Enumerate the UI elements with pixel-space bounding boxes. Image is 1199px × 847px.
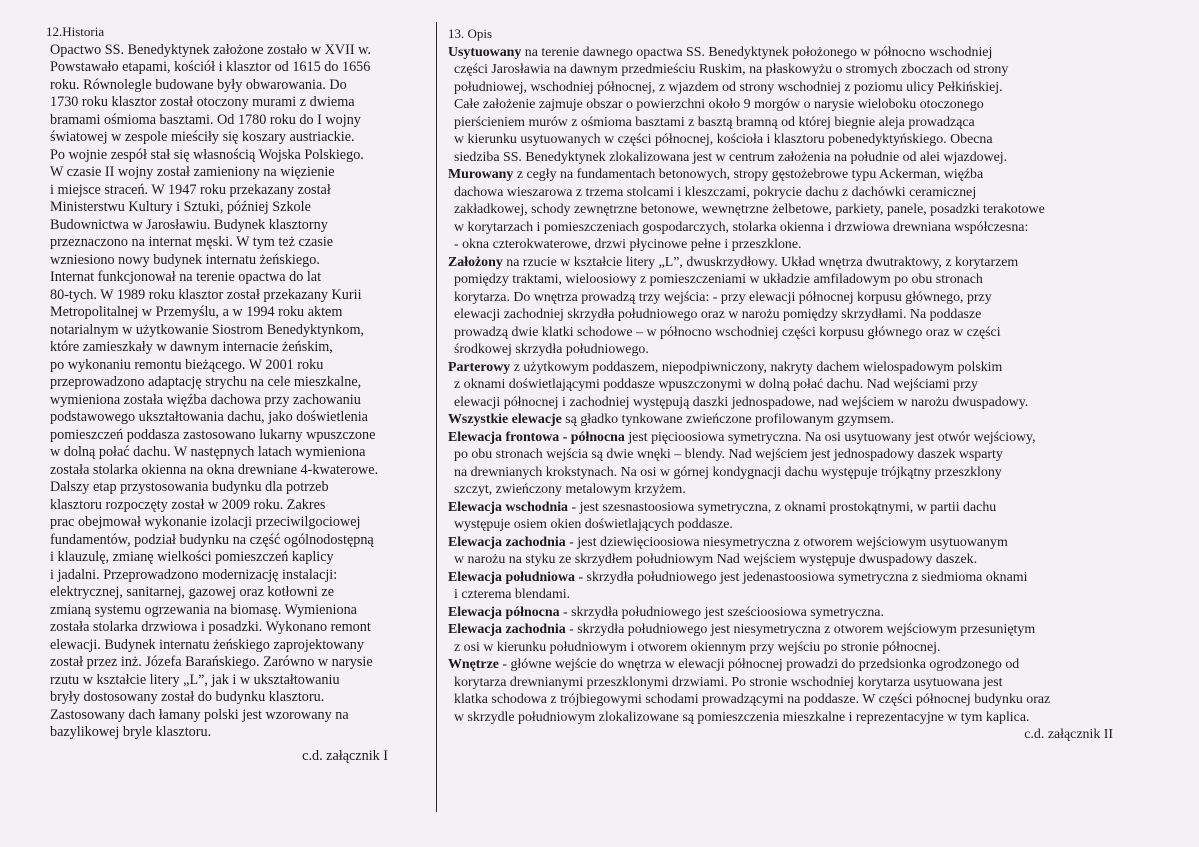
description-line <box>448 44 1163 62</box>
description-line <box>448 271 1163 289</box>
description-paragraph <box>448 656 1163 726</box>
paragraph-lead: Usytuowany <box>448 44 522 60</box>
history-line: bryły dostosowany został do budynku klasztoru. <box>50 689 325 705</box>
description-paragraph <box>448 499 1163 534</box>
description-paragraph <box>448 569 1163 604</box>
line-text: części Jarosławia na dawnym przedmieściu Ruskim, na płaskowyżu o stromych zboczach od strony <box>454 62 1009 77</box>
history-line: Metropolitalnej w Przemyślu, a w 1994 roku aktem <box>50 304 343 320</box>
history-line: wymieniona została więźba dachowa przy zachowaniu <box>50 391 361 408</box>
description-line <box>448 149 1163 167</box>
line-text: - okna czterokwaterowe, drzwi płycinowe pełne i przeszklone. <box>454 237 802 252</box>
history-line: bazylikowej bryle klasztoru. <box>50 724 212 740</box>
description-line <box>448 324 1163 342</box>
line-text: w narożu na styku ze skrzydłem południowym Nad wejściem występuje dwuspadowy daszek. <box>454 552 978 567</box>
history-line: przeznaczono na internat męski. W tym też czasie <box>50 234 334 250</box>
history-line: w dolną połać dachu. W następnych latach wymieniona <box>50 444 366 460</box>
description-line <box>448 201 1163 219</box>
history-line: podstawowego ukształtowania dachu, jako doświetlenia <box>50 409 368 425</box>
description-line <box>448 79 1163 97</box>
history-line: prac obejmował wykonanie izolacji przeciwilgociowej <box>50 514 361 530</box>
description-text <box>448 44 1163 727</box>
attachment-note-1: c.d. załącznik I <box>302 747 388 764</box>
line-text: występuje osiem okien doświetlających poddasze. <box>454 517 733 532</box>
history-line: notarialnym w użytkowanie Siostrom Benedyktynkom, <box>50 321 365 338</box>
description-line <box>448 516 1163 534</box>
line-text: po obu stronach wejścia są dwie wnęki – blendy. Nad wejściem jest jednospadowy daszek wsparty <box>454 447 1003 462</box>
line-text: z cegły na fundamentach betonowych, stropy gęstożebrowe typu Ackerman, więźba <box>513 167 984 182</box>
line-text: w korytarzach i pomieszczeniach gospodarczych, stolarka okienna i drzwiowa drewniana współczesna: <box>454 219 1029 235</box>
paragraph-lead: Elewacja wschodnia <box>448 499 569 515</box>
paragraph-lead: Wnętrze <box>448 657 499 672</box>
line-text: południowej, wschodniej północnej, z wjazdem od strony wschodniej z poziomu ulicy Pełkińskiej. <box>454 79 1003 95</box>
description-line <box>448 709 1163 727</box>
history-line: Opactwo SS. Benedyktynek założone zostało w XVII w. <box>50 41 371 58</box>
line-text: w skrzydle południowym zlokalizowane są pomieszczenia mieszkalne i reprezentacyjne w tym kaplica. <box>454 709 1030 725</box>
history-line: klasztoru rozpoczęty został w 2009 roku. Zakres <box>50 496 326 513</box>
history-line: przeprowadzono adaptację strychu na cele mieszkalne, <box>50 374 362 390</box>
description-line <box>448 586 1163 604</box>
history-line: 1730 roku klasztor został otoczony murami z dwiema <box>50 94 355 110</box>
history-line: i miejsce straceń. W 1947 roku przekazany został <box>50 181 331 198</box>
line-text: w kierunku usytuowanych w części północnej, kościoła i klasztoru pobenedyktyńskiego. Obecna <box>454 132 993 147</box>
line-text: środkowej skrzydła południowego. <box>454 342 649 357</box>
paragraph-lead: Elewacja frontowa - północna <box>448 429 625 445</box>
column-divider <box>436 22 437 812</box>
line-text: - główne wejście do wnętrza w elewacji północnej prowadzi do przedsionka ogrodzonego od <box>498 657 1020 672</box>
line-text: pomiędzy traktami, wieloosiowy z pomieszczeniami w układzie amfiladowym po obu stronach <box>454 272 983 287</box>
paragraph-lead: Elewacja północna <box>448 604 560 620</box>
description-line <box>448 131 1163 149</box>
description-line <box>448 534 1163 552</box>
description-line <box>448 656 1163 674</box>
paragraph-lead: Założony <box>448 254 503 270</box>
description-line <box>448 166 1163 184</box>
description-column <box>448 25 1163 744</box>
history-line: po wykonaniu remontu bieżącego. W 2001 roku <box>50 356 324 373</box>
description-line <box>448 446 1163 464</box>
line-text: na drewnianych krokstynach. Na osi w górnej kondygnacji dachu występuje trójkątny przeszklony <box>454 464 1002 480</box>
description-line <box>448 481 1163 499</box>
history-line: roku. Równolegle budowane były obwarowania. Do <box>50 76 347 93</box>
line-text: pierścieniem murów z ośmioma basztami z basztą bramną od której biegnie aleja prowadząca <box>454 114 975 130</box>
history-line: Ministerstwu Kultury i Sztuki, później Szkole <box>50 199 311 215</box>
paragraph-lead: Elewacja zachodnia <box>448 622 566 637</box>
history-line: pomieszczeń poddasza zastosowano lukarny wpuszczone <box>50 426 376 443</box>
description-line <box>448 341 1163 359</box>
line-text: szczyt, zwieńczony metalowym krzyżem. <box>454 482 686 497</box>
line-text: elewacji zachodniej skrzydła południowego oraz w narożu pomiędzy skrzydłami. Na poddasze <box>454 307 982 322</box>
attachment-note-2: c.d. załącznik II <box>1024 727 1113 742</box>
description-line <box>448 61 1163 79</box>
description-line <box>448 96 1163 114</box>
history-line: bramami ośmioma basztami. Od 1780 roku do I wojny <box>50 111 361 128</box>
history-line: wzniesiono nowy budynek internatu żeńskiego. <box>50 251 320 268</box>
description-line <box>448 621 1163 639</box>
description-line <box>448 604 1163 622</box>
history-line: światowej w zespole mieściły się koszary austriackie. <box>50 129 355 145</box>
history-line: elektrycznej, sanitarnej, gazowej oraz kotłowni ze <box>50 584 335 600</box>
paragraph-lead: Parterowy <box>448 359 511 375</box>
history-line: rzutu w kształcie litery „L”, jak i w ukształtowaniu <box>50 671 340 688</box>
paragraph-lead: Elewacja południowa <box>448 569 575 585</box>
history-line: i jadalni. Przeprowadzono modernizację instalacji: <box>50 566 338 583</box>
line-text: korytarza drewnianymi przeszklonymi drzwiami. Po stronie wschodniej korytarza usytuowana jest <box>454 674 1003 690</box>
description-line <box>448 359 1163 377</box>
history-line: Budownictwa w Jarosławiu. Budynek klasztorny <box>50 216 328 233</box>
history-line: które zamieszkały w dawnym internacie żeńskim, <box>50 339 333 355</box>
line-text: elewacji północnej i zachodniej występują daszki jednospadowe, nad wejściem w narożu dwuspadowy. <box>454 394 1029 410</box>
history-line: została stolarka drzwiowa i posadzki. Wykonano remont <box>50 619 371 635</box>
line-text: zakładkowej, schody zewnętrzne betonowe, wewnętrzne żelbetowe, parkiety, panele, posadzki terakotowe <box>454 202 1045 217</box>
description-line <box>448 411 1163 429</box>
line-text: korytarza. Do wnętrza prowadzą trzy wejścia: - przy elewacji północnej korpusu głównego, przy <box>454 289 992 305</box>
history-line: została stolarka okienna na okna drewniane 4-kwaterowe. <box>50 461 379 478</box>
line-text: siedziba SS. Benedyktynek zlokalizowana jest w centrum założenia na południe od alei wjazdowej. <box>454 149 1008 165</box>
history-text <box>50 42 422 742</box>
line-text: i czterema blendami. <box>454 587 571 602</box>
history-line: i klauzulę, zmianę wielkości pomieszczeń kaplicy <box>50 549 334 565</box>
description-paragraph <box>448 604 1163 622</box>
paragraph-lead: Murowany <box>448 167 514 182</box>
history-line: fundamentów, podział budynku na część ogólnodostępną <box>50 531 374 548</box>
line-text: z użytkowym poddaszem, niepodpiwniczony, nakryty dachem wielospadowym polskim <box>510 359 1003 375</box>
history-line: Dalszy etap przystosowania budynku dla potrzeb <box>50 479 329 495</box>
history-line: zmianą systemu ogrzewania na biomasę. Wymieniona <box>50 601 357 618</box>
description-line <box>448 569 1163 587</box>
description-line <box>448 376 1163 394</box>
history-line: został przez inż. Józefa Barańskiego. Zarówno w narysie <box>50 654 373 670</box>
line-text: - skrzydła południowego jest niesymetryczna z otworem wejściowym przesuniętym <box>565 622 1036 637</box>
description-paragraph <box>448 359 1163 412</box>
history-line: W czasie II wojny został zamieniony na więzienie <box>50 164 335 180</box>
description-line <box>448 639 1163 657</box>
description-line <box>448 289 1163 307</box>
description-paragraph <box>448 254 1163 359</box>
history-line: Powstawało etapami, kościół i klasztor od 1615 do 1656 <box>50 59 371 75</box>
description-paragraph <box>448 534 1163 569</box>
history-line: 80-tych. W 1989 roku klasztor został przekazany Kurii <box>50 286 362 303</box>
description-paragraph <box>448 621 1163 656</box>
description-paragraph <box>448 429 1163 499</box>
line-text: - jest dziewięcioosiowa niesymetryczna z otworem wejściowym usytuowanym <box>565 534 1008 550</box>
history-line: Internat funkcjonował na terenie opactwa do lat <box>50 269 322 285</box>
paragraph-lead: Elewacja zachodnia <box>448 534 566 550</box>
description-line <box>448 219 1163 237</box>
line-text: klatka schodowa z trójbiegowymi schodami prowadzącymi na poddasze. W części północnej budynku oraz <box>454 692 1051 707</box>
line-text: na rzucie w kształcie litery „L”, dwuskrzydłowy. Układ wnętrza dwutraktowy, z korytarzem <box>502 254 1019 270</box>
line-text: - skrzydła południowego jest jedenastoosiowa symetryczna z siedmioma oknami <box>574 569 1028 585</box>
line-text: dachowa wieszarowa z trzema stolcami i kleszczami, pokrycie dachu z dachówki ceramicznej <box>454 184 977 200</box>
line-text: jest pięcioosiowa symetryczna. Na osi usytuowany jest otwór wejściowy, <box>624 429 1036 445</box>
line-text: z oknami doświetlającymi poddasze wpuszczonymi w dolną połać dachu. Nad wejściami przy <box>454 377 978 392</box>
paragraph-lead: Wszystkie elewacje <box>448 412 562 427</box>
description-line <box>448 394 1163 412</box>
history-column <box>46 23 422 765</box>
line-text: na terenie dawnego opactwa SS. Benedyktynek położonego w północno wschodniej <box>521 44 993 60</box>
line-text: prowadzą dwie klatki schodowe – w północno wschodniej części korpusu głównego oraz w części <box>454 324 1001 340</box>
line-text: - skrzydła południowego jest sześcioosiowa symetryczna. <box>559 604 884 620</box>
line-text: Całe założenie zajmuje obszar o powierzchni około 9 morgów o narysie wieloboku otoczonego <box>454 97 984 112</box>
history-heading: 12.Historia <box>46 24 105 39</box>
history-line: elewacji. Budynek internatu żeńskiego zaprojektowany <box>50 636 364 653</box>
description-heading: 13. Opis <box>448 26 493 41</box>
description-line <box>448 114 1163 132</box>
description-line <box>448 236 1163 254</box>
description-paragraph <box>448 166 1163 254</box>
description-paragraph <box>448 44 1163 167</box>
description-line <box>448 254 1163 272</box>
description-line <box>448 464 1163 482</box>
description-line <box>448 429 1163 447</box>
description-line <box>448 691 1163 709</box>
description-line <box>448 551 1163 569</box>
line-text: - jest szesnastoosiowa symetryczna, z oknami prostokątnymi, w partii dachu <box>568 499 997 515</box>
description-line <box>448 499 1163 517</box>
line-text: z osi w kierunku południowym i otworem okiennym przy wejściu po stronie północnej. <box>454 639 941 655</box>
history-line: Po wojnie zespół stał się własnością Wojska Polskiego. <box>50 146 364 163</box>
history-line: Zastosowany dach łamany polski jest wzorowany na <box>50 706 349 723</box>
description-line <box>448 184 1163 202</box>
description-line <box>448 306 1163 324</box>
description-line <box>448 674 1163 692</box>
description-paragraph <box>448 411 1163 429</box>
line-text: są gładko tynkowane zwieńczone profilowanym gzymsem. <box>561 412 894 427</box>
